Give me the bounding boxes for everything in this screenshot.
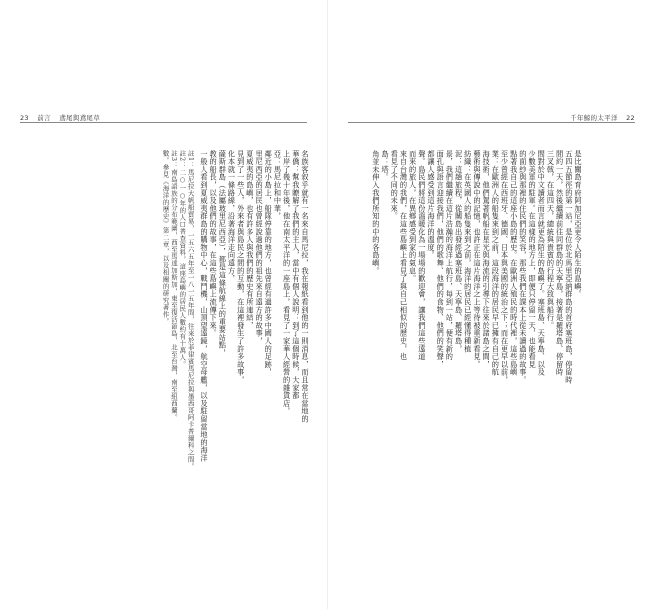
text-column: 數。參見《海洋的歷史》第二章，以及相關的研究著作。 [161,150,170,325]
text-column: 海技術，他們駕著帆船在星光與海流的引導下往來於諸島之間， [482,150,492,369]
text-column: 夏威夷的島嶼，也有許多人與我們的歷史有所連結， [245,150,255,330]
text-column: 聲。島民們將這份溫暖化為一場場的歡迎會，讓我們這些遠道 [417,150,427,361]
text-column: 看見了不同的未來。 [390,150,400,221]
text-column: 間約一天，然後繼續前往同群島的天寧島，接著是羅塔島、停留時 [555,150,565,377]
text-column: 業：在歐洲人的船隻來到之前，這段海洋的居民早已擁有自己的航 [491,150,501,377]
text-column: 紡織：在英國人的船隻來到之前，海洋的居民已經懂得種植 [463,150,473,353]
text-column: 名族客叙乎就有一名來自馬尼拉，我在報紙看到他的一則消息，而且常在當地的 [301,150,310,423]
text-column: 而來的旅人，在異鄉感受到家的氣息。 [408,150,418,283]
left-running-title: 鳶尾與鳶尾草 [59,114,101,122]
left-page-text [82,150,310,480]
right-running-title: 千年鯨的太平洋 [570,114,618,122]
text-column: 泥：這趟旅程，從關島出發經過塞班島、天寧島、羅塔島， [454,150,464,353]
text-column: 上岸了幾十年後，他在南太平洋的一座島上，看見了一家華人經營的雜貨店， [282,150,292,416]
text-column: 見到了一些人，外來者與島民之間的互動，在這裡發生了許多故事， [236,150,246,384]
text-column: 的面紗與那裡的住民們的笑容，那些我們在課本上從未讀過的故事。 [518,150,528,384]
text-column: 藝術與傳說中的記憶，也許正在這片海洋之上等待被重新看見。 [472,150,482,369]
right-page-number: 22 [626,114,635,122]
text-column: 面孔與語言迎接我們，他們的歌舞、他們的食物、他們的笑聲， [436,150,446,369]
text-column: 來自台灣的我們，在這些島嶼上看見了與自己相似的歷史，也 [399,150,409,361]
text-column: 薩斯群島（法屬玻里尼西亞），都是這條航線上的重要站點， [218,150,228,357]
text-column: 教的船長，以及他們的故事，在這些島嶼上流傳下來。 [209,150,219,338]
right-page [328,0,655,609]
right-page-header [564,113,635,122]
text-column: 里尼西亞的居民也曾經說過他們的祖先來自遠方的故事， [255,150,265,345]
text-column: 間對於中文讀者而言就更為陌生的島嶼了。塞班島、天寧島、以及 [537,150,547,377]
text-column: 註2：二○一○年的人口普查資料，這座島嶼的居民人數約有十萬人。 [178,150,187,368]
left-page-number: 23 [20,114,29,122]
text-column: 一般人看到夏威夷群島的購物中心，戰鬥機，山頂望遠鏡，航空母艦，以及駐留當地的海洋 [199,150,209,462]
right-header-rule [348,122,635,123]
text-column: 角並未伸入我們所知的中的各島嶼。 [371,150,381,275]
text-column: 點著我自己的這座小島的歷史。在歐洲人殖民的時代裡，這些島嶼 [509,150,519,377]
text-column: 華僑：幫我瞭解了我們的主人，當中有個人說明：到了這個時候，大家都 [291,150,301,400]
text-column: 三叉戟，在這四天，總統與貴賓的行程大致與船行。 [546,150,556,330]
text-column: 都讓人感受到這片海洋的溫度。 [427,150,436,260]
text-column: 是比關島育府阿加尼亞更令人陌生的島嶼。 [574,150,583,299]
right-page-text [353,150,583,480]
text-column: 景，我們繼續在這片浩瀚的海洋上航行，每到一站，便有新的 [445,150,455,361]
left-header-rule [20,122,307,123]
text-column: 少數美軍的駐軍。在這樣的地方上，即便只停留一天，也能看見 [528,150,538,369]
text-column: 鄰近的小島上，船隊停靠的地方，也曾經有過許多中國人的足跡， [264,150,274,377]
text-column: 註3：南島語族的分布範圍，西至馬達加斯加，東至復活節島，北至台灣，南至紐西蘭。 [169,150,178,421]
left-page [0,0,327,609]
text-column: 至少曾經在西班牙、德國、日本與美國的統治之下；而在更早以前， [500,150,510,384]
text-column: 島：塔。 [381,150,391,182]
text-column: 註1：馬尼拉大帆船貿易，一五六五年至一八一五年間，往來於菲律賓馬尼拉與墨西哥阿卡普爾科之間。 [186,150,195,470]
text-column: 化本就一條路線，沿著海洋走向遠方， [227,150,237,283]
left-part-label: 前言 [37,114,51,122]
text-column: 五四五節徑的第一站，是位於北馬里亞納群島的首府塞班島，停留時 [564,150,574,384]
text-column: 亞：馬尼拉和中華， [273,150,283,221]
left-page-header [20,113,106,122]
